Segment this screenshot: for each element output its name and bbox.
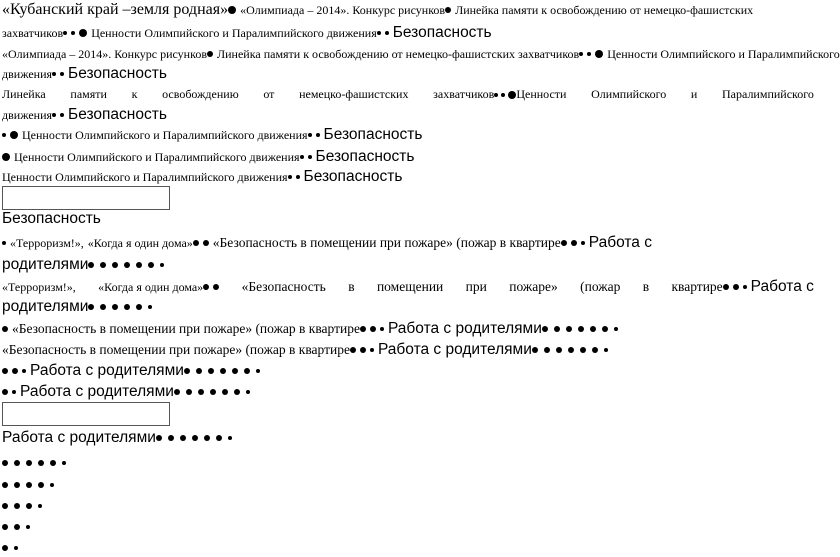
bullet-icon [2, 368, 8, 374]
bullet-icon [208, 368, 214, 374]
fire-safety: «Безопасность в помещении при пожаре» (пожар в квартире [2, 342, 350, 357]
bullet-icon [136, 262, 142, 268]
home-alone: «Когда я один дома» [98, 280, 204, 294]
fire-safety: «Безопасность в помещении при пожаре» (пожар в квартире [212, 235, 561, 250]
olympiad-contest: «Олимпиада – 2014». Конкурс рисунков [240, 3, 446, 17]
bullet-icon [571, 240, 577, 246]
bullet-icon [174, 389, 180, 395]
work-with-parents: Работа с родителями [20, 383, 174, 400]
word: захватчиков Ценности [433, 87, 567, 101]
safety: Безопасность [392, 24, 492, 41]
memory-line: Линейка памяти к освобождению от немецко-фашистских захватчиков [216, 47, 580, 61]
bullet-icon [222, 389, 228, 395]
bullet-icon [556, 347, 562, 353]
bullet-icon [2, 460, 8, 466]
bullet-icon [246, 390, 250, 394]
word: от [263, 87, 275, 101]
paralympic-movement: движения [2, 67, 53, 81]
empty-frame [2, 186, 170, 210]
bullet-icon [544, 347, 550, 353]
doc-line-1 [2, 2, 814, 19]
doc-line-12 [2, 257, 814, 274]
word: в [642, 279, 650, 295]
bullet-icon [100, 304, 106, 310]
work-with-parents: Работа с родителями [30, 362, 184, 379]
doc-line-2 [2, 25, 814, 42]
bullet-icon [52, 72, 56, 76]
bullet-icon [445, 7, 451, 13]
bullet-row-1 [2, 455, 814, 472]
bullet-icon [743, 285, 747, 289]
bullet-row-2 [2, 477, 814, 494]
bullet-icon [100, 262, 106, 268]
bullet-icon [2, 482, 8, 488]
doc-line-19 [2, 430, 814, 447]
bullet-row-5 [2, 540, 814, 557]
bullet-icon [580, 347, 586, 353]
bullet-icon [14, 460, 20, 466]
word: при [465, 279, 487, 295]
memory-line: Линейка памяти к освобождению от немецко-фашистских [455, 3, 754, 17]
safety: Безопасность [303, 168, 403, 185]
bullet-icon [587, 52, 591, 56]
bullet-icon [232, 368, 238, 374]
bullet-icon [216, 435, 222, 441]
paralympic-movement: движения [2, 108, 53, 122]
doc-line-6 [2, 107, 814, 124]
bullet-icon [112, 262, 118, 268]
word: (пожар [580, 279, 621, 295]
bullet-icon [554, 326, 560, 332]
doc-line-9 [2, 169, 814, 186]
bullet-icon [26, 482, 32, 488]
bullet-icon [196, 368, 202, 374]
bullet-icon [160, 263, 164, 267]
bullet-icon [50, 483, 54, 487]
doc-line-10 [2, 211, 814, 228]
bullet-icon [213, 284, 219, 290]
word: пожаре» [509, 279, 558, 295]
word: Линейка [2, 87, 46, 101]
title-kuban: «Кубанский край –земля родная» [2, 1, 229, 18]
bullet-icon [370, 326, 376, 332]
safety: Безопасность [323, 126, 423, 143]
bullet-icon [112, 304, 118, 310]
terrorism: «Терроризм!», [2, 280, 76, 295]
bullet-icon [26, 460, 32, 466]
invaders: захватчиков [2, 26, 64, 40]
empty-frame [2, 402, 170, 426]
bullet-icon [578, 326, 584, 332]
doc-line-15 [2, 321, 814, 338]
bullet-icon [156, 435, 162, 441]
olympic-values: Ценности Олимпийского и Паралимпийского движения [14, 150, 300, 164]
bullet-icon [2, 133, 6, 137]
bullet-icon [26, 525, 30, 529]
bullet-icon [228, 436, 232, 440]
bullet-icon [568, 347, 574, 353]
doc-line-13 [2, 279, 814, 296]
terrorism: «Терроризм!», [10, 236, 84, 250]
bullet-icon [542, 326, 548, 332]
work-with: Работа с [750, 278, 814, 295]
bullet-icon [124, 304, 130, 310]
bullet-icon [198, 389, 204, 395]
bullet-icon [2, 241, 6, 245]
safety: Безопасность [68, 65, 167, 82]
bullet-icon [494, 93, 498, 97]
doc-line-4 [2, 66, 814, 83]
bullet-icon [316, 133, 320, 137]
bullet-icon [22, 369, 26, 373]
doc-line-7 [2, 127, 814, 144]
parents: родителями [2, 256, 89, 273]
bullet-icon [88, 304, 94, 310]
bullet-icon [203, 284, 209, 290]
doc-line-5 [2, 88, 814, 101]
work-with-parents: Работа с родителями [387, 320, 542, 337]
bullet-icon [50, 460, 56, 466]
bullet-icon [308, 133, 312, 137]
bullet-icon [602, 326, 608, 332]
doc-line-11 [2, 235, 814, 252]
bullet-icon [377, 31, 381, 35]
olympic-values: Ценности Олимпийского и Паралимпийского движения [91, 26, 377, 40]
bullet-icon [124, 262, 130, 268]
bullet-icon [2, 153, 10, 161]
bullet-icon [148, 305, 152, 309]
bullet-icon [360, 326, 366, 332]
word: Паралимпийского [722, 87, 814, 101]
bullet-icon [14, 482, 20, 488]
safety: Безопасность [315, 148, 415, 165]
bullet-icon [220, 368, 226, 374]
bullet-icon [360, 347, 366, 353]
bullet-icon [52, 113, 56, 117]
bullet-icon [207, 51, 213, 57]
bullet-icon [88, 262, 94, 268]
bullet-icon [10, 131, 18, 139]
fire-safety: «Безопасность в помещении при пожаре» (пожар в квартире [12, 321, 360, 336]
bullet-icon [14, 524, 20, 530]
doc-line-3 [2, 46, 840, 63]
bullet-icon [2, 545, 8, 551]
bullet-icon [300, 155, 304, 159]
bullet-icon [193, 240, 199, 246]
word: немецко-фашистских [299, 87, 409, 101]
bullet-icon [604, 348, 608, 352]
bullet-icon [614, 327, 618, 331]
bullet-icon [60, 113, 64, 117]
doc-line-14 [2, 299, 814, 316]
bullet-icon [2, 503, 8, 509]
olympic-values: Ценности Олимпийского и Паралимпийского движения [2, 170, 288, 184]
bullet-icon [733, 284, 739, 290]
parents: родителями [2, 298, 89, 315]
word: «Безопасность [241, 279, 326, 295]
bullet-icon [14, 503, 20, 509]
bullet-icon [210, 389, 216, 395]
bullet-row-3 [2, 498, 814, 515]
bullet-icon [380, 327, 384, 331]
bullet-icon [581, 241, 585, 245]
bullet-icon [350, 347, 356, 353]
work-with: Работа с [588, 234, 652, 251]
bullet-icon [186, 389, 192, 395]
olympiad-contest: «Олимпиада – 2014». Конкурс рисунков [2, 47, 207, 61]
doc-line-16 [2, 342, 814, 359]
bullet-icon [12, 368, 18, 374]
bullet-icon [204, 435, 210, 441]
bullet-icon [579, 52, 583, 56]
bullet-icon [228, 6, 236, 14]
bullet-icon [561, 240, 567, 246]
bullet-icon [244, 368, 250, 374]
word: освобождению [162, 87, 239, 101]
safety: Безопасность [68, 106, 167, 123]
safety-heading: Безопасность [2, 210, 101, 227]
word: помещении [376, 279, 444, 295]
bullet-icon [385, 31, 389, 35]
bullet-icon [203, 240, 209, 246]
bullet-icon [590, 326, 596, 332]
bullet-icon [2, 326, 8, 332]
bullet-icon [26, 503, 32, 509]
bullet-icon [256, 369, 260, 373]
work-with-parents: Работа с родителями [377, 341, 532, 358]
bullet-icon [38, 482, 44, 488]
bullet-icon [288, 175, 292, 179]
bullet-icon [2, 524, 8, 530]
bullet-icon [192, 435, 198, 441]
word: в [348, 279, 355, 295]
bullet-icon [532, 347, 538, 353]
word: к [131, 87, 138, 101]
bullet-icon [168, 435, 174, 441]
bullet-icon [180, 435, 186, 441]
word: Олимпийского [591, 87, 667, 101]
bullet-icon [38, 460, 44, 466]
doc-line-8 [2, 149, 814, 166]
bullet-icon [79, 29, 87, 37]
bullet-icon [234, 389, 240, 395]
work-with-parents-heading: Работа с родителями [2, 429, 156, 446]
bullet-icon [308, 155, 312, 159]
bullet-icon [370, 348, 374, 352]
bullet-icon [501, 93, 505, 97]
bullet-icon [62, 461, 66, 465]
bullet-row-4 [2, 519, 814, 536]
bullet-icon [38, 504, 42, 508]
olympic-values: Ценности Олимпийского и Паралимпийского движения [22, 128, 308, 142]
bullet-icon [71, 31, 75, 35]
doc-line-18 [2, 384, 814, 401]
home-alone: «Когда я один дома» [87, 236, 193, 250]
bullet-icon [595, 50, 603, 58]
doc-line-17 [2, 363, 814, 380]
word: памяти [70, 87, 107, 101]
bullet-icon [12, 390, 16, 394]
olympic-values: Ценности Олимпийского и Паралимпийского [607, 47, 840, 61]
bullet-icon [148, 262, 154, 268]
bullet-icon [566, 326, 572, 332]
bullet-icon [14, 546, 18, 550]
bullet-icon [296, 175, 300, 179]
bullet-icon [184, 368, 190, 374]
word: квартире [671, 279, 723, 294]
bullet-icon [136, 304, 142, 310]
bullet-icon [60, 72, 64, 76]
word: и [690, 87, 698, 101]
bullet-icon [592, 347, 598, 353]
bullet-icon [2, 389, 8, 395]
bullet-icon [63, 31, 67, 35]
bullet-icon [723, 284, 729, 290]
